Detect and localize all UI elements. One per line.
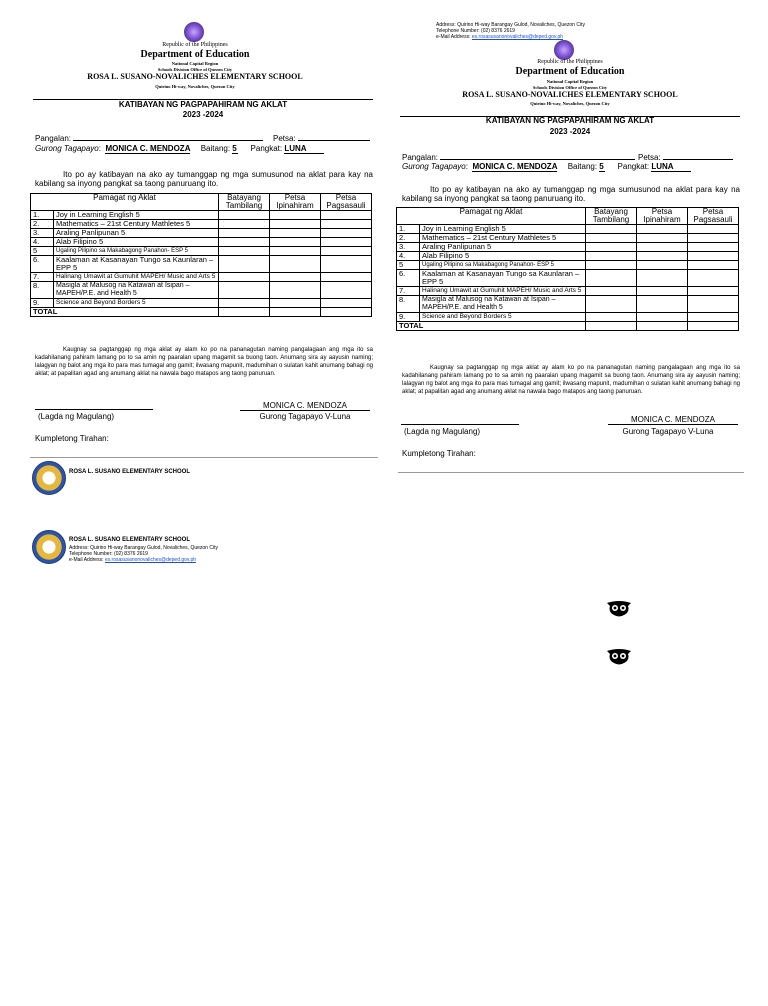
republic-text-2: Republic of the Philippines (537, 59, 603, 65)
table-cell: Ugaling Pilipino sa Makabagong Panahon- ESP 5 (54, 247, 219, 256)
blank-cell (321, 211, 372, 220)
table-row (397, 252, 739, 261)
section-label-2: Pangkat (617, 162, 647, 171)
blank-cell (270, 220, 321, 229)
blank-cell (219, 273, 270, 282)
parent-sign-line[interactable] (35, 409, 153, 410)
contact-email-label: e-Mail Address: (436, 34, 471, 40)
blank-cell (637, 261, 688, 270)
blank-cell (270, 282, 321, 299)
blank-cell (688, 252, 739, 261)
blank-cell (270, 229, 321, 238)
blank-cell (321, 238, 372, 247)
school-logo-icon (32, 530, 66, 564)
blank-cell (219, 220, 270, 229)
blank-cell (270, 247, 321, 256)
agreement-paragraph-2: Kaugnay sa pagtanggap ng mga aklat ay alam ko po na pananagutan naming pangalagaan ang mga ito sa kadahilanang pahiram lamang po to sa amin ng paaralan upang magamit sa buong taon. Anumang sira ay aayusin naming; lalagyan ng balot ang mga ito para mas tumagal ang gamit; ilwasang mapunit, madumihan o sulatan kahit anumang bahagi ng aklat; at papalitan agad ang anumang aklat na nawala bago matapos ang taong panuruan. (402, 365, 740, 395)
division-text: Schools Division Office of Quezon City (157, 67, 233, 72)
col-return-date: Petsa Pagsasauli (321, 194, 372, 211)
table-cell: Ugaling Pilipino sa Makabagong Panahon- ESP 5 (420, 261, 586, 270)
table-row (31, 238, 372, 247)
blank-cell (321, 229, 372, 238)
blank-cell (219, 282, 270, 299)
books-table-left (30, 193, 372, 317)
table-cell: 6. (31, 256, 54, 273)
blank-cell (688, 313, 739, 322)
blank-cell (270, 273, 321, 282)
table-cell: Joy in Learning English 5 (54, 211, 219, 220)
teacher-role-2: Gurong Tagapayo V-Luna (622, 427, 714, 436)
blank-cell (688, 296, 739, 313)
blank-cell (637, 322, 688, 331)
table-cell: Mathematics – 21st Century Mathletes 5 (420, 234, 586, 243)
table-cell: Joy in Learning English 5 (420, 225, 586, 234)
school-year: 2023 -2024 (182, 110, 224, 119)
name-label: Pangalan: (35, 134, 72, 143)
table-row (31, 282, 372, 299)
blank-cell (321, 273, 372, 282)
name-row (35, 132, 263, 143)
school-name-2: ROSA L. SUSANO-NOVALICHES ELEMENTARY SCHOOL (462, 90, 678, 99)
blank-cell (321, 282, 372, 299)
intro-paragraph-2: Ito po ay katibayan na ako ay tumanggap ng mga sumusunod na aklat para kay na kabilang sa inyong pangkat sa taong panuruang ito. (402, 185, 740, 203)
blank-cell (270, 256, 321, 273)
blank-cell (219, 238, 270, 247)
table-cell: 8. (397, 296, 420, 313)
date-label: Petsa: (273, 134, 296, 143)
owl-icon (606, 600, 632, 622)
table-cell: Science and Beyond Borders 5 (420, 313, 586, 322)
blank-cell (219, 211, 270, 220)
table-cell: 9. (397, 313, 420, 322)
blank-cell (688, 287, 739, 296)
table-cell: 1. (31, 211, 54, 220)
school-address-2: Quirino Hi-way, Novaliches, Quezon City (530, 101, 610, 106)
blank-cell (586, 261, 637, 270)
blank-cell (688, 270, 739, 287)
blank-cell (321, 247, 372, 256)
parent-sign-label: (Lagda ng Magulang) (38, 412, 115, 421)
grade-label: Baitang: (200, 144, 231, 153)
table-cell: 9. (31, 299, 54, 308)
section-value: LUNA (284, 144, 324, 154)
table-header-row (31, 194, 372, 211)
region-text-2: National Capital Region (546, 79, 594, 84)
table-cell: 3. (31, 229, 54, 238)
section-label: Pangkat (250, 144, 280, 153)
blank-cell (270, 299, 321, 308)
table-row (397, 296, 739, 313)
blank-cell (637, 243, 688, 252)
grade-label-2: Baitang: (567, 162, 598, 171)
blank-cell (586, 296, 637, 313)
col-lend-date: Petsa Ipinahiram (270, 194, 321, 211)
table-cell: Masigla at Malusog na Katawan at Isipan – MAPEH/P.E. and Health 5 (420, 296, 586, 313)
date-row-2 (638, 151, 733, 162)
blank-cell (688, 234, 739, 243)
footer-email-row (69, 557, 196, 563)
blank-cell (219, 247, 270, 256)
col-number: Batayang Tambilang (219, 194, 270, 211)
date-field-2[interactable] (663, 151, 733, 160)
region-text: National Capital Region (171, 61, 219, 66)
col-number: Batayang Tambilang (586, 208, 637, 225)
blank-cell (270, 211, 321, 220)
department-title: Department of Education (140, 49, 250, 60)
table-row (397, 270, 739, 287)
footer-address: Address: Quirino Hi-way Barangay Gulod, Novaliches, Quezon City (69, 545, 218, 551)
table-cell: TOTAL (397, 322, 586, 331)
footer-email-link[interactable]: es.rosasusanonovaliches@deped.gov.ph (104, 557, 197, 563)
blank-cell (586, 225, 637, 234)
blank-cell (637, 313, 688, 322)
division-text-2: Schools Division Office of Quezon City (532, 85, 608, 90)
footer-email-label: e-Mail Address: (69, 557, 104, 563)
table-cell: Mathematics – 21st Century Mathletes 5 (54, 220, 219, 229)
deped-seal-icon (554, 40, 574, 60)
blank-cell (637, 234, 688, 243)
footer-school-name: ROSA L. SUSANO ELEMENTARY SCHOOL (69, 469, 191, 475)
footer-rule-2 (398, 472, 744, 473)
intro-paragraph: Ito po ay katibayan na ako ay tumanggap ng mga sumusunod na aklat para kay na kabilang sa inyong pangkat sa taong panuruang ito. (35, 170, 373, 188)
table-row (397, 287, 739, 296)
table-cell: 5 (397, 261, 420, 270)
footer-phone: Telephone Number: (02) 8376 2619 (69, 551, 148, 557)
blank-cell (270, 238, 321, 247)
contact-email-row (436, 34, 563, 40)
table-cell: Kaalaman at Kasanayan Tungo sa Kaunlaran – EPP 5 (420, 270, 586, 287)
blank-cell (586, 322, 637, 331)
total-row (397, 322, 739, 331)
form-title: KATIBAYAN NG PAGPAPAHIRAM NG AKLAT (118, 100, 288, 109)
table-cell: TOTAL (31, 308, 219, 317)
blank-cell (586, 243, 637, 252)
school-name: ROSA L. SUSANO-NOVALICHES ELEMENTARY SCHOOL (87, 72, 303, 81)
blank-cell (586, 287, 637, 296)
republic-text: Republic of the Philippines (162, 42, 228, 48)
table-cell: Science and Beyond Borders 5 (54, 299, 219, 308)
blank-cell (321, 299, 372, 308)
table-cell: 7. (397, 287, 420, 296)
agreement-paragraph: Kaugnay sa pagtanggap ng mga aklat ay alam ko po na pananagutan naming pangalagaan ang mga ito sa kadahilanang pahiram lamang po to sa amin ng paaralan upang magamit sa buong taon. Anumang sira ay aayusin naming; lalagyan ng balot ang mga ito para mas tumagal ang gamit; ilwasang mapunit, madumihan o sulatan kahit anumang bahagi ng aklat; at papalitan agad ang anumang aklat na nawala bago matapos ang taong panuruan. (35, 347, 373, 377)
owl-icon (606, 648, 632, 670)
blank-cell (586, 270, 637, 287)
blank-cell (219, 299, 270, 308)
adviser-label: Gurong Tagapayo (35, 144, 99, 153)
table-cell: Halinang Umawit at Gumuhit MAPEH/ Music and Arts 5 (54, 273, 219, 282)
table-cell: 2. (31, 220, 54, 229)
table-cell: 4. (397, 252, 420, 261)
table-cell: Araling Panlipunan 5 (54, 229, 219, 238)
footer-school-name-2: ROSA L. SUSANO ELEMENTARY SCHOOL (69, 537, 191, 543)
blank-cell (219, 229, 270, 238)
table-cell: 1. (397, 225, 420, 234)
col-return-date: Petsa Pagsasauli (688, 208, 739, 225)
total-row (31, 308, 372, 317)
blank-cell (586, 252, 637, 261)
table-cell: 5 (31, 247, 54, 256)
adviser-row: Gurong Tagapayo: MONICA C. MENDOZA Baitang: 5 Pangkat: LUNA (35, 144, 375, 154)
date-label-2: Petsa: (638, 153, 661, 162)
blank-cell (688, 243, 739, 252)
form-title-2: KATIBAYAN NG PAGPAPAHIRAM NG AKLAT (485, 116, 655, 125)
blank-cell (270, 308, 321, 317)
blank-cell (321, 220, 372, 229)
name-label-2: Pangalan: (402, 153, 439, 162)
teacher-role: Gurong Tagapayo V-Luna (259, 412, 351, 421)
grade-value-2: 5 (599, 162, 604, 171)
table-cell: Kaalaman at Kasanayan Tungo sa Kaunlaran – EPP 5 (54, 256, 219, 273)
table-cell: Halinang Umawit at Gumuhit MAPEH/ Music and Arts 5 (420, 287, 586, 296)
teacher-name-2: MONICA C. MENDOZA (608, 415, 738, 425)
col-lend-date: Petsa Ipinahiram (637, 208, 688, 225)
table-cell: 7. (31, 273, 54, 282)
table-cell: Masigla at Malusog na Katawan at Isipan – MAPEH/P.E. and Health 5 (54, 282, 219, 299)
school-logo-icon (32, 461, 66, 495)
table-header-row (397, 208, 739, 225)
section-value-2: LUNA (651, 162, 691, 172)
table-cell: 4. (31, 238, 54, 247)
table-row (31, 273, 372, 282)
table-cell: 2. (397, 234, 420, 243)
address-label: Kumpletong Tirahan: (35, 434, 109, 443)
blank-cell (637, 252, 688, 261)
table-cell: 3. (397, 243, 420, 252)
parent-sign-label-2: (Lagda ng Magulang) (404, 427, 481, 436)
adviser-label-2: Gurong Tagapayo (402, 162, 466, 171)
table-cell: 8. (31, 282, 54, 299)
name-field-2[interactable] (440, 151, 635, 160)
blank-cell (637, 287, 688, 296)
table-row (31, 299, 372, 308)
date-row (273, 132, 370, 143)
table-cell: Alab Filipino 5 (54, 238, 219, 247)
blank-cell (219, 256, 270, 273)
contact-address: Address: Quirino Hi-way Barangay Gulod, Novaliches, Quezon City (436, 22, 585, 28)
blank-cell (321, 308, 372, 317)
blank-cell (637, 296, 688, 313)
contact-phone: Telephone Number: (02) 8376 2619 (436, 28, 515, 34)
blank-cell (688, 261, 739, 270)
school-year-2: 2023 -2024 (549, 127, 591, 136)
table-cell: Alab Filipino 5 (420, 252, 586, 261)
table-row (31, 256, 372, 273)
col-title: Pamagat ng Aklat (31, 194, 219, 211)
date-field[interactable] (298, 132, 370, 141)
blank-cell (688, 322, 739, 331)
adviser-name-2: MONICA C. MENDOZA (472, 162, 558, 171)
blank-cell (321, 256, 372, 273)
adviser-row-2: Gurong Tagapayo: MONICA C. MENDOZA Baitang: 5 Pangkat: LUNA (402, 162, 742, 172)
blank-cell (637, 270, 688, 287)
deped-seal-icon (184, 22, 204, 42)
blank-cell (586, 234, 637, 243)
footer-rule (30, 457, 378, 458)
school-address: Quirino Hi-way, Novaliches, Quezon City (155, 84, 235, 89)
table-cell: Araling Panlipunan 5 (420, 243, 586, 252)
grade-value: 5 (232, 144, 237, 153)
address-label-2: Kumpletong Tirahan: (402, 449, 476, 458)
col-title: Pamagat ng Aklat (397, 208, 586, 225)
blank-cell (586, 313, 637, 322)
table-cell: 6. (397, 270, 420, 287)
table-row (397, 313, 739, 322)
department-title-2: Department of Education (515, 66, 625, 77)
books-table-right (396, 207, 739, 331)
name-field[interactable] (73, 132, 263, 141)
blank-cell (688, 225, 739, 234)
name-row-2 (402, 151, 635, 162)
adviser-name: MONICA C. MENDOZA (105, 144, 191, 153)
contact-email-link[interactable]: es.rosasusanonovaliches@deped.gov.ph (471, 34, 564, 40)
teacher-name: MONICA C. MENDOZA (240, 401, 370, 411)
blank-cell (637, 225, 688, 234)
parent-sign-line-2[interactable] (401, 424, 519, 425)
blank-cell (219, 308, 270, 317)
